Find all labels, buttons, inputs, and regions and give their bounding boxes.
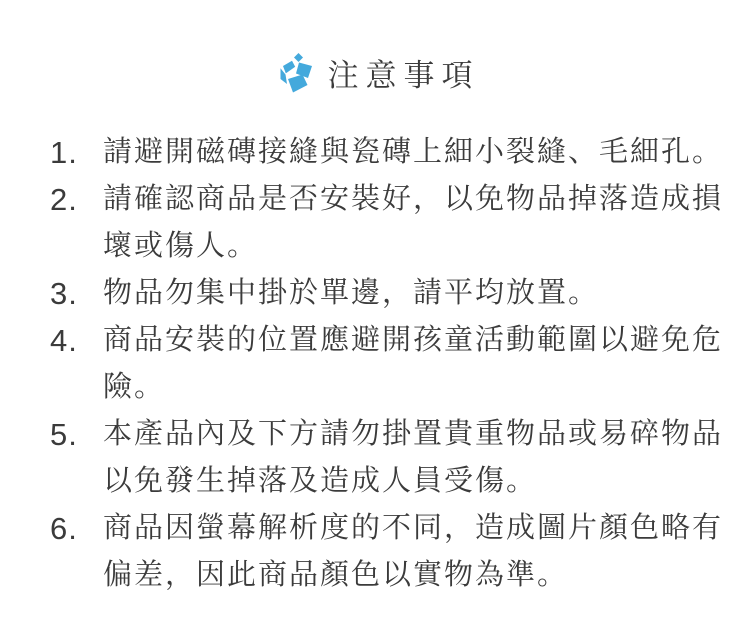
list-item-line: 壞或傷人。 [103, 230, 259, 262]
list-item-line: 偏差，因此商品顏色以實物為準。 [103, 559, 569, 591]
list-item-line: 請確認商品是否安裝好，以免物品掉落造成損 [103, 183, 724, 215]
list-item [50, 317, 750, 411]
notice-list [0, 129, 750, 599]
list-item-number: 4. [50, 323, 78, 358]
list-item-line: 本產品內及下方請勿掛置貴重物品或易碎物品 [103, 418, 724, 450]
list-item-line: 商品因螢幕解析度的不同，造成圖片顏色略有 [103, 512, 724, 544]
list-item [50, 505, 750, 599]
list-item-number: 5. [50, 417, 78, 452]
list-item-number: 2. [50, 182, 78, 217]
list-item-line: 請避開磁磚接縫與瓷磚上細小裂縫、毛細孔。 [103, 136, 724, 168]
list-item-number: 1. [50, 135, 78, 170]
page-title: 注意事項 [327, 58, 480, 93]
list-item [50, 411, 750, 505]
list-item-text [103, 411, 723, 505]
list-item-text [103, 270, 599, 317]
gem-icon [279, 53, 315, 93]
list-item-line: 商品安裝的位置應避開孩童活動範圍以避免危 [103, 324, 724, 356]
list-item-text [103, 129, 723, 176]
list-item-number: 3. [50, 276, 78, 311]
list-item [50, 270, 750, 317]
list-item [50, 129, 750, 176]
list-item-line: 險。 [103, 371, 166, 403]
list-item-line: 以免發生掉落及造成人員受傷。 [103, 465, 538, 497]
list-item-number: 6. [50, 511, 78, 546]
list-item-text [103, 317, 723, 411]
page-title-section [8, 0, 750, 95]
list-item [50, 176, 750, 270]
list-item-line: 物品勿集中掛於單邊，請平均放置。 [103, 277, 600, 309]
list-item-text [103, 176, 723, 270]
list-item-text [103, 505, 723, 599]
